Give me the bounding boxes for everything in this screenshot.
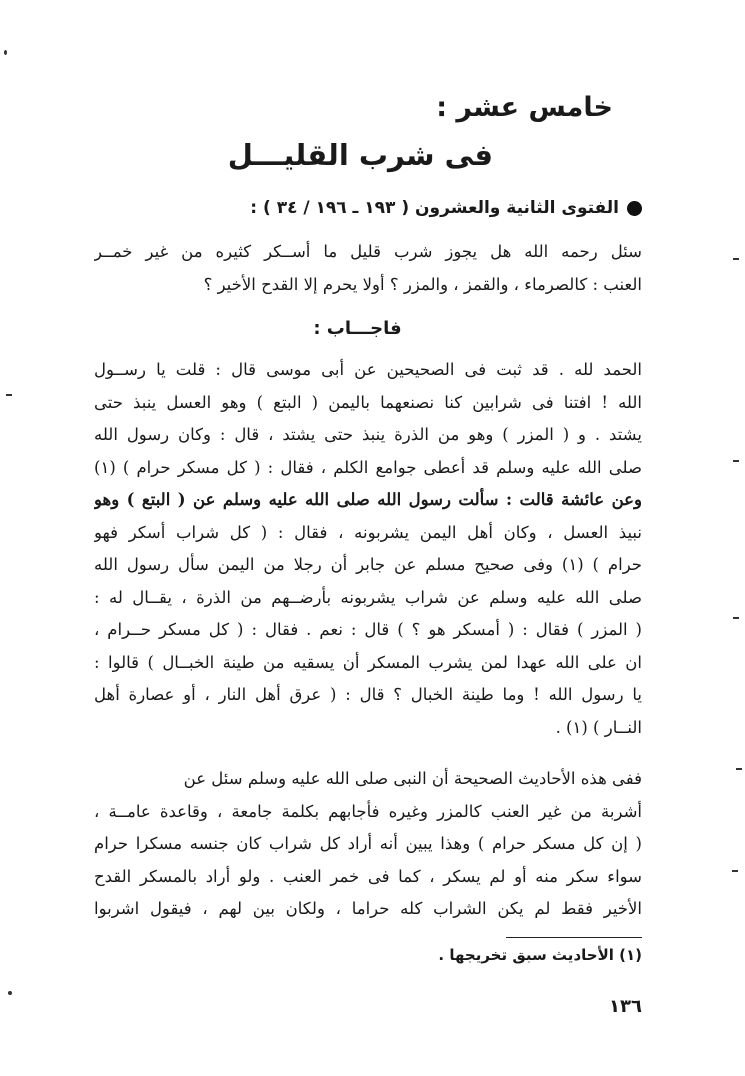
scan-speck — [736, 768, 742, 770]
scan-speck — [732, 870, 738, 872]
answer-line: صلى الله عليه وسلم قد أعطى جوامع الكلم ، فقال : ( كل مسكر حرام ) (١) — [94, 457, 642, 477]
bullet-icon — [627, 201, 642, 216]
footnote-divider — [506, 937, 642, 938]
paragraph-line: الأخير فقط لم يكن الشراب كله حراما ، ولكان بين لهم ، فيقول اشربوا — [94, 899, 642, 918]
answer-line: النــار ) (١) . — [555, 717, 642, 737]
answer-heading: فاجـــاب : — [313, 318, 402, 339]
answer-line: الله ! افتنا فى شرابين كنا نصنعهما باليمن ( البتع ) وهو العسل ينبذ حتى — [94, 392, 642, 412]
answer-line: ( المزر ) فقال : ( أمسكر هو ؟ ) قال : نعم . فقال : ( كل مسكر حــرام ، — [94, 620, 642, 639]
question-paragraph — [94, 236, 642, 301]
paragraph-line: سواء سكر منه أو لم يسكر ، كما فى خمر العنب . ولو أراد بالمسكر القدح — [94, 866, 642, 886]
scan-speck — [4, 50, 7, 55]
chapter-title: فى شرب القليـــل — [227, 138, 493, 172]
answer-line: صلى الله عليه وسلم عن شراب يشربونه بأرضــهم من الذرة ، يقــال له : — [94, 587, 642, 607]
paragraph-line: ( إن كل مسكر حرام ) وهذا يبين أنه أراد كل شراب كان جنسه مسكرا حرام — [94, 834, 642, 853]
question-line: العنب : كالصرماء ، والقمز ، والمزر ؟ أولا يحرم إلا القدح الأخير ؟ — [203, 274, 642, 294]
paragraph-line: ففى هذه الأحاديث الصحيحة أن النبى صلى الله عليه وسلم سئل عن — [183, 769, 642, 788]
answer-line: نبيذ العسل ، وكان أهل اليمن يشربونه ، فقال : ( كل شراب أسكر فهو — [94, 522, 642, 542]
answer-line: يشتد . و ( المزر ) وهو من الذرة ينبذ حتى يشتد ، قال : وكان رسول الله — [94, 425, 642, 444]
page-number: ١٣٦ — [609, 996, 642, 1017]
answer-line: ان على الله عهدا لمن يشرب المسكر أن يسقيه من طينة الخبــال ) قالوا : — [94, 652, 642, 672]
scan-speck — [733, 460, 739, 462]
answer-line: حرام ) (١) وفى صحيح مسلم عن جابر أن رجلا من اليمن سأل رسول الله — [94, 555, 642, 574]
answer-line: الحمد لله . قد ثبت فى الصحيحين عن أبى موسى قال : قلت يا رســول — [94, 360, 642, 379]
answer-line: وعن عائشة قالت : سألت رسول الله صلى الله عليه وسلم عن ( البتع ) وهو — [94, 490, 642, 509]
scan-speck — [733, 258, 739, 260]
answer-line: يا رسول الله ! وما طينة الخبال ؟ قال : ( عرق أهل النار ، أو عصارة أهل — [94, 685, 642, 704]
scan-speck — [8, 991, 12, 995]
answer-paragraph — [94, 354, 642, 744]
scan-speck — [6, 394, 12, 396]
second-paragraph — [94, 763, 642, 926]
paragraph-line: أشربة من غير العنب كالمزر وغيره فأجابهم بكلمة جامعة ، وقاعدة عامــة ، — [94, 801, 642, 821]
question-line: سئل رحمه الله هل يجوز شرب قليل ما أســكر كثيره من غير خمــر — [94, 242, 642, 261]
footnote: (١) الأحاديث سبق تخريجها . — [438, 946, 642, 964]
fatwa-heading — [102, 198, 642, 218]
chapter-number: خامس عشر : — [436, 92, 613, 123]
fatwa-heading-text: الفتوى الثانية والعشرون ( ١٩٣ ـ ١٩٦ / ٣٤ ) : — [250, 198, 619, 218]
scan-speck — [733, 617, 739, 619]
